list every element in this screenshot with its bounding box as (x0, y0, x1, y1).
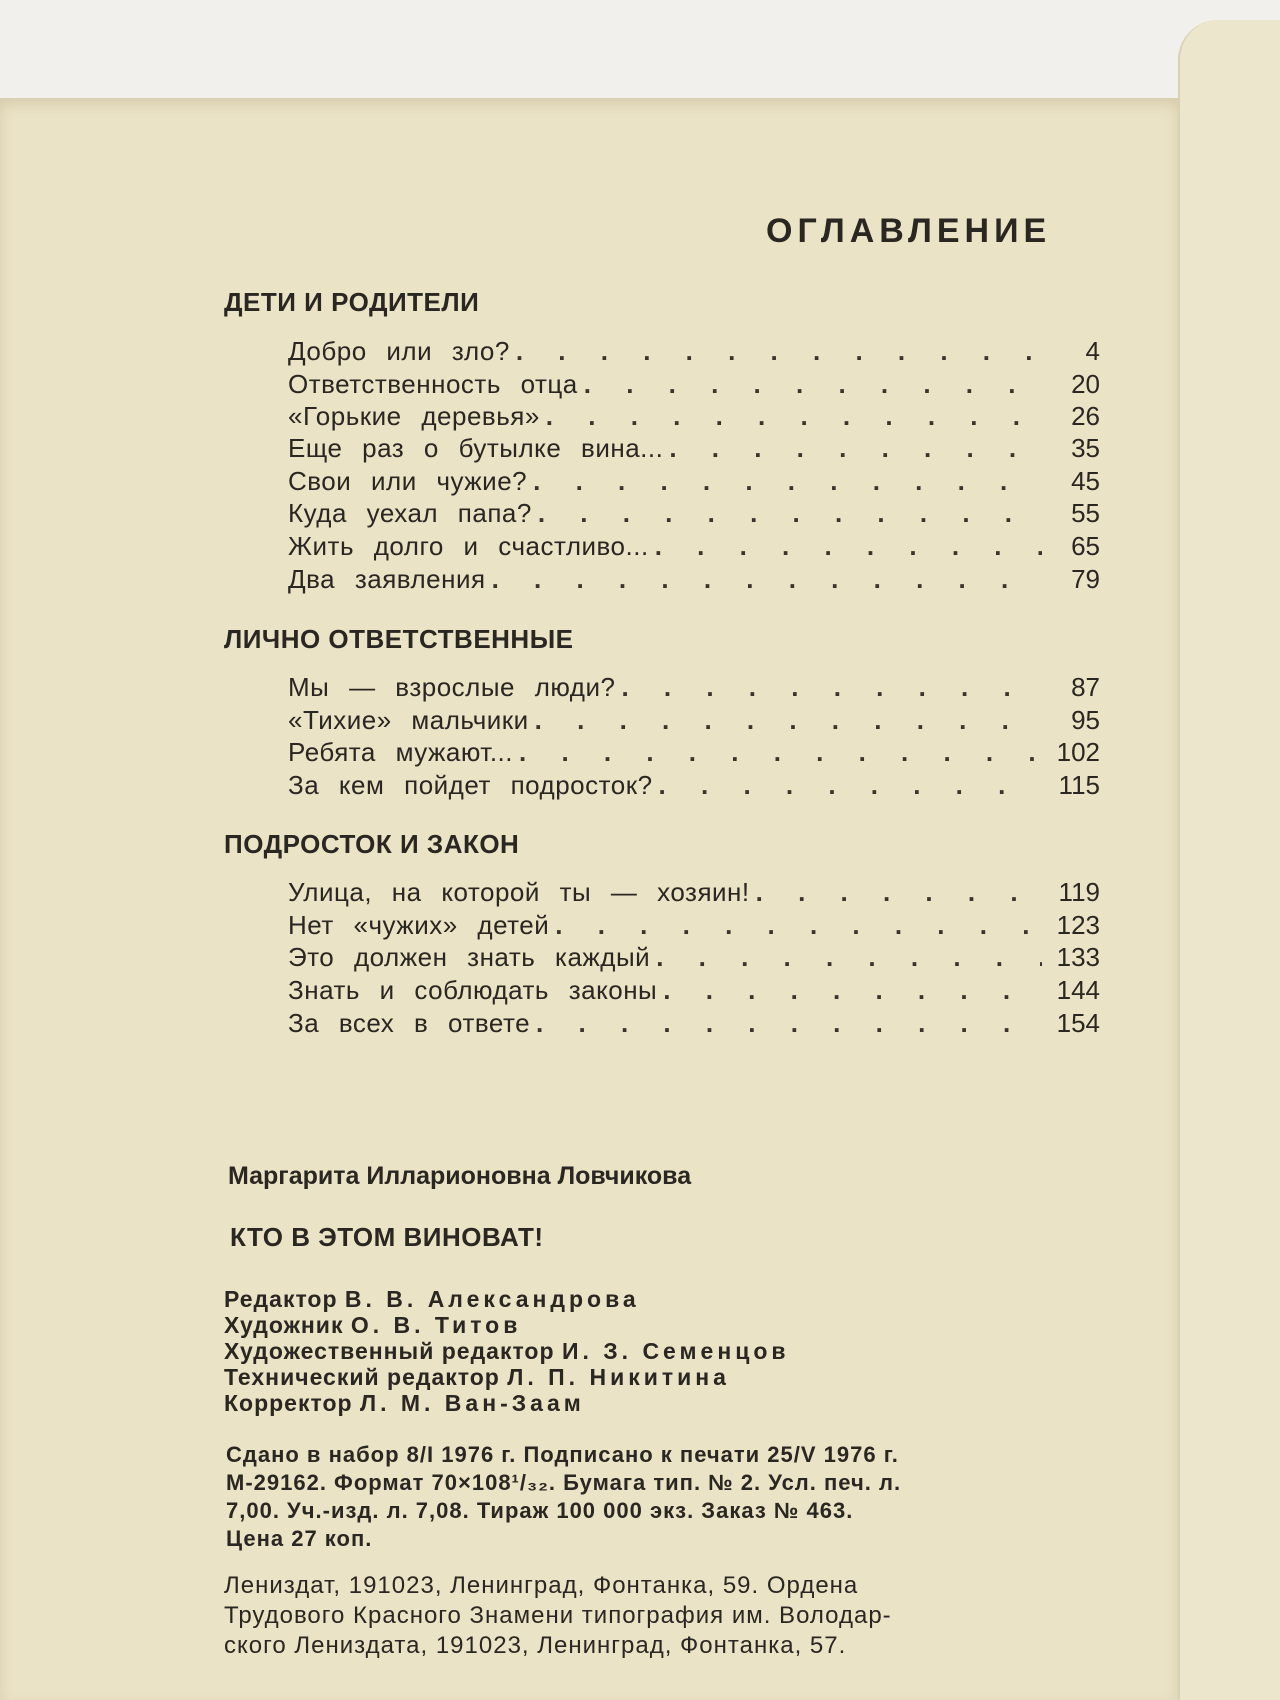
toc-entry-page: 102 (1056, 737, 1100, 767)
toc-entry-page: 55 (1071, 498, 1100, 528)
toc-entry-title: Свои или чужие? (288, 466, 528, 496)
toc-entry-page: 144 (1056, 975, 1100, 1005)
credit-role: Корректор (224, 1390, 353, 1416)
publisher-line: ского Лениздата, 191023, Ленинград, Фонтанка, 57. (224, 1632, 847, 1659)
toc-entry-page: 133 (1056, 942, 1100, 972)
dot-leader (756, 877, 1042, 908)
toc-entry (288, 336, 1100, 368)
imprint-line: М-29162. Формат 70×108¹/₃₂. Бумага тип. № 2. Усл. печ. л. (226, 1470, 902, 1495)
toc-entry-title: Куда уехал папа? (288, 498, 532, 528)
dot-leader (584, 369, 1042, 400)
toc-entry (288, 705, 1100, 737)
toc-entry-page: 45 (1071, 466, 1100, 496)
toc-entry-title: «Горькие деревья» (288, 401, 540, 431)
dot-leader (492, 564, 1042, 595)
toc-entry (288, 401, 1100, 433)
credit-role: Художник (224, 1312, 344, 1338)
dot-leader (656, 942, 1042, 973)
dot-leader (655, 531, 1042, 562)
toc-entry-page: 26 (1071, 401, 1100, 431)
dot-leader (669, 433, 1042, 464)
toc-entry-title: Это должен знать каждый (288, 942, 651, 972)
credit-line (224, 1364, 730, 1391)
imprint-line: 7,00. Уч.-изд. л. 7,08. Тираж 100 000 экз. Заказ № 463. (226, 1498, 854, 1523)
book-title: КТО В ЭТОМ ВИНОВАТ! (230, 1222, 544, 1252)
credit-name: О. В. Титов (350, 1312, 522, 1338)
toc-entry (288, 369, 1100, 401)
toc-entry-title: Ответственность отца (288, 369, 578, 399)
credit-role: Редактор (224, 1286, 338, 1312)
dot-leader (533, 466, 1042, 497)
next-page-edge (1178, 20, 1280, 1700)
toc-entry (288, 942, 1100, 974)
dot-leader (546, 401, 1042, 432)
credit-role: Технический редактор (224, 1364, 500, 1390)
toc-entry (288, 910, 1100, 942)
toc-entry-page: 35 (1071, 433, 1100, 463)
toc-entry-page: 20 (1071, 369, 1100, 399)
toc-entry-title: Мы — взрослые люди? (288, 672, 616, 702)
toc-entry (288, 672, 1100, 704)
toc-entry-page: 119 (1058, 877, 1100, 907)
publisher-line: Лениздат, 191023, Ленинград, Фонтанка, 59. Ордена (224, 1572, 859, 1599)
credit-name: В. В. Александрова (344, 1286, 640, 1312)
dot-leader (535, 705, 1042, 736)
dot-leader (538, 498, 1042, 529)
toc-entry-title: За кем пойдет подросток? (288, 770, 653, 800)
toc-entry-title: Нет «чужих» детей (288, 910, 550, 940)
toc-entry-page: 87 (1071, 672, 1100, 702)
toc-entry (288, 433, 1100, 465)
section-heading: ДЕТИ И РОДИТЕЛИ (224, 287, 480, 317)
toc-entry-title: «Тихие» мальчики (288, 705, 529, 735)
author-name: Маргарита Илларионовна Ловчикова (228, 1162, 692, 1190)
toc-entry-title: Улица, на которой ты — хозяин! (288, 877, 750, 907)
toc-entry-page: 79 (1071, 564, 1100, 594)
toc-entry-page: 154 (1056, 1008, 1100, 1038)
dot-leader (555, 910, 1042, 941)
section-heading: ПОДРОСТОК И ЗАКОН (224, 829, 520, 859)
imprint-line: Цена 27 коп. (226, 1526, 373, 1551)
toc-entry-page: 123 (1056, 910, 1100, 940)
dot-leader (621, 672, 1042, 703)
imprint-line: Сдано в набор 8/I 1976 г. Подписано к печати 25/V 1976 г. (226, 1442, 899, 1467)
toc-entry (288, 770, 1100, 802)
credit-line (224, 1390, 585, 1417)
toc-entry-title: Еще раз о бутылке вина... (288, 433, 664, 463)
dot-leader (536, 1008, 1042, 1039)
toc-title: ОГЛАВЛЕНИЕ (766, 212, 1052, 250)
toc-entry (288, 737, 1100, 769)
toc-entry-title: Добро или зло? (288, 336, 510, 366)
toc-entry-title: Ребята мужают... (288, 737, 514, 767)
credit-line (224, 1286, 640, 1313)
dot-leader (519, 737, 1042, 768)
toc-entry (288, 531, 1100, 563)
toc-entry (288, 1008, 1100, 1040)
toc-entry-title: Жить долго и счастливо... (288, 531, 649, 561)
credit-role: Художественный редактор (224, 1338, 555, 1364)
credit-line (224, 1338, 790, 1365)
toc-entry-page: 65 (1071, 531, 1100, 561)
toc-entry-page: 115 (1058, 770, 1100, 800)
credit-name: Л. П. Никитина (507, 1364, 730, 1390)
toc-entry (288, 975, 1100, 1007)
toc-entry-page: 4 (1085, 336, 1100, 366)
section-heading: ЛИЧНО ОТВЕТСТВЕННЫЕ (224, 624, 574, 654)
toc-entry-title: За всех в ответе (288, 1008, 531, 1038)
toc-entry (288, 466, 1100, 498)
toc-entry-title: Знать и соблюдать законы (288, 975, 658, 1005)
dot-leader (659, 770, 1042, 801)
dot-leader (663, 975, 1042, 1006)
dot-leader (516, 336, 1042, 367)
toc-entry-page: 95 (1071, 705, 1100, 735)
credit-name: И. З. Семенцов (561, 1338, 790, 1364)
toc-entry (288, 564, 1100, 596)
toc-entry-title: Два заявления (288, 564, 486, 594)
toc-entry (288, 877, 1100, 909)
publisher-line: Трудового Красного Знамени типография им. Володар- (224, 1602, 892, 1629)
credit-name: Л. М. Ван-Заам (359, 1390, 585, 1416)
toc-entry (288, 498, 1100, 530)
credit-line (224, 1312, 521, 1339)
